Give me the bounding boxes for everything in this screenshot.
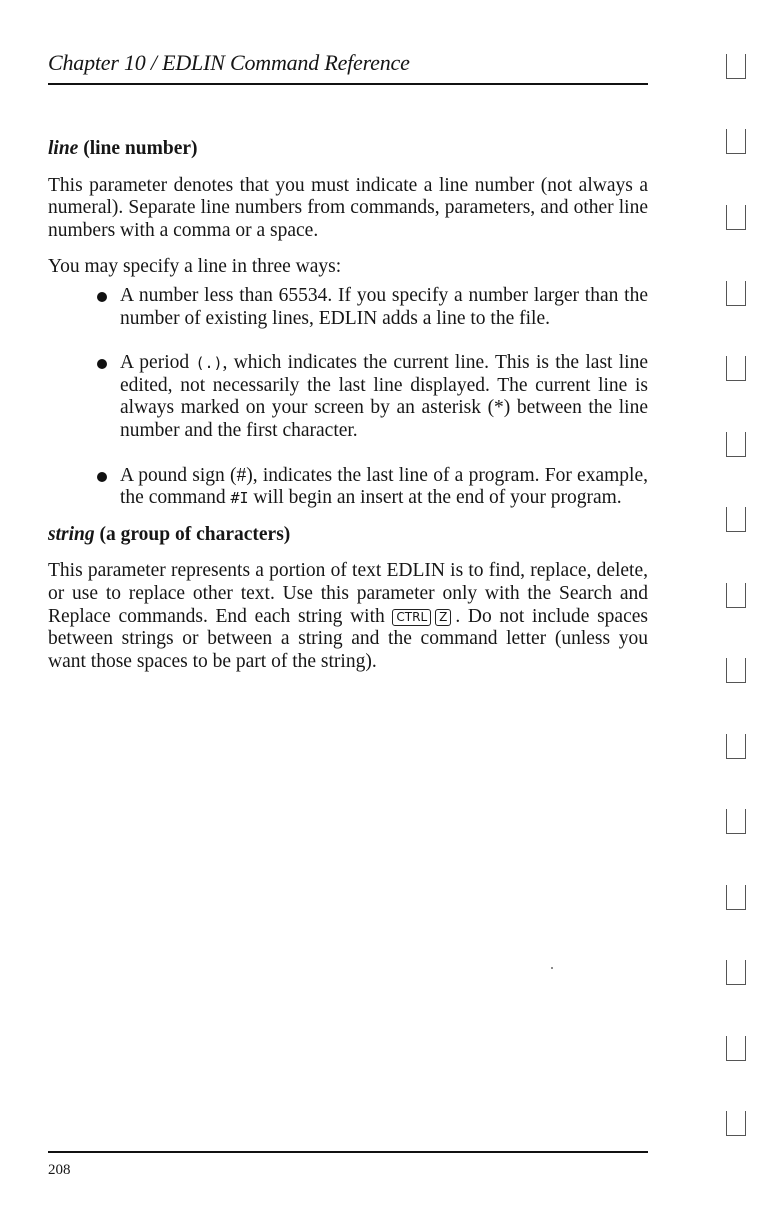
chapter-title: Chapter 10 / EDLIN Command Reference (48, 50, 410, 75)
string-description (48, 560, 648, 673)
string-term: string (48, 523, 95, 545)
z-key-icon: Z (435, 609, 451, 626)
line-ways-intro: You may specify a line in three ways: (48, 256, 342, 278)
binding-hole-icon (726, 885, 746, 910)
bullet-text: A number less than 65534. If you specify a number larger than the number of existing lines, EDLIN adds a line to the file. (120, 284, 648, 329)
ctrl-key-icon: CTRL (392, 609, 431, 626)
period-code: (.) (195, 354, 223, 373)
footer-rule (48, 1151, 648, 1153)
binding-hole-icon (726, 507, 746, 532)
running-header (48, 50, 648, 76)
list-item (48, 352, 648, 442)
binding-hole-icon (726, 583, 746, 608)
binding-hole-icon (726, 960, 746, 985)
header-rule (48, 83, 648, 85)
binding-hole-icon (726, 54, 746, 79)
line-section-heading (48, 138, 648, 161)
bullet-text-post: , which indicates the current line. This is the last line edited, not necessarily the last line displayed. The current line is always marked on your screen by an asterisk (*) between the line number and the first character. (120, 352, 648, 441)
bullet-dot (97, 292, 107, 302)
bullet-dot (97, 472, 107, 482)
binding-hole-icon (726, 281, 746, 306)
string-section-heading (48, 524, 648, 547)
binding-hole-icon (726, 809, 746, 834)
insert-command-code: #I (230, 489, 249, 508)
scan-speck (551, 967, 553, 969)
line-term: line (48, 138, 79, 159)
page-number: 208 (48, 1162, 71, 1178)
binding-hole-icon (726, 1036, 746, 1061)
binding-hole-icon (726, 356, 746, 381)
line-heading-rest: (line number) (78, 138, 198, 159)
binding-hole-icon (726, 432, 746, 457)
list-item (48, 285, 648, 330)
string-text-pre: This parameter represents a portion of text EDLIN is to find, replace, delete, or use to replace other text. Use this parameter only with the Search and Replace commands. End each string with (48, 560, 648, 627)
binding-hole-icon (726, 658, 746, 683)
string-text-post: . Do not include spaces between strings or between a string and the command letter (unless you want those spaces to be part of the string). (48, 605, 648, 672)
line-description: This parameter denotes that you must indicate a line number (not always a numeral). Separate line numbers from commands, parameters, and other line numbers with a comma or a space. (48, 174, 648, 241)
page-body (48, 138, 648, 687)
binding-hole-icon (726, 205, 746, 230)
list-item (48, 465, 648, 510)
binding-hole-icon (726, 734, 746, 759)
binding-hole-icon (726, 129, 746, 154)
string-heading-rest: (a group of characters) (94, 523, 291, 545)
bullet-dot (97, 359, 107, 369)
binding-hole-icon (726, 1111, 746, 1136)
binding-holes (714, 40, 754, 1170)
line-ways-list (48, 285, 648, 510)
bullet-text-post: will begin an insert at the end of your program. (248, 487, 622, 509)
bullet-text-pre: A pound sign (#), indicates the last line of a program. For example, the command (120, 464, 648, 509)
bullet-text-pre: A period (120, 352, 196, 374)
